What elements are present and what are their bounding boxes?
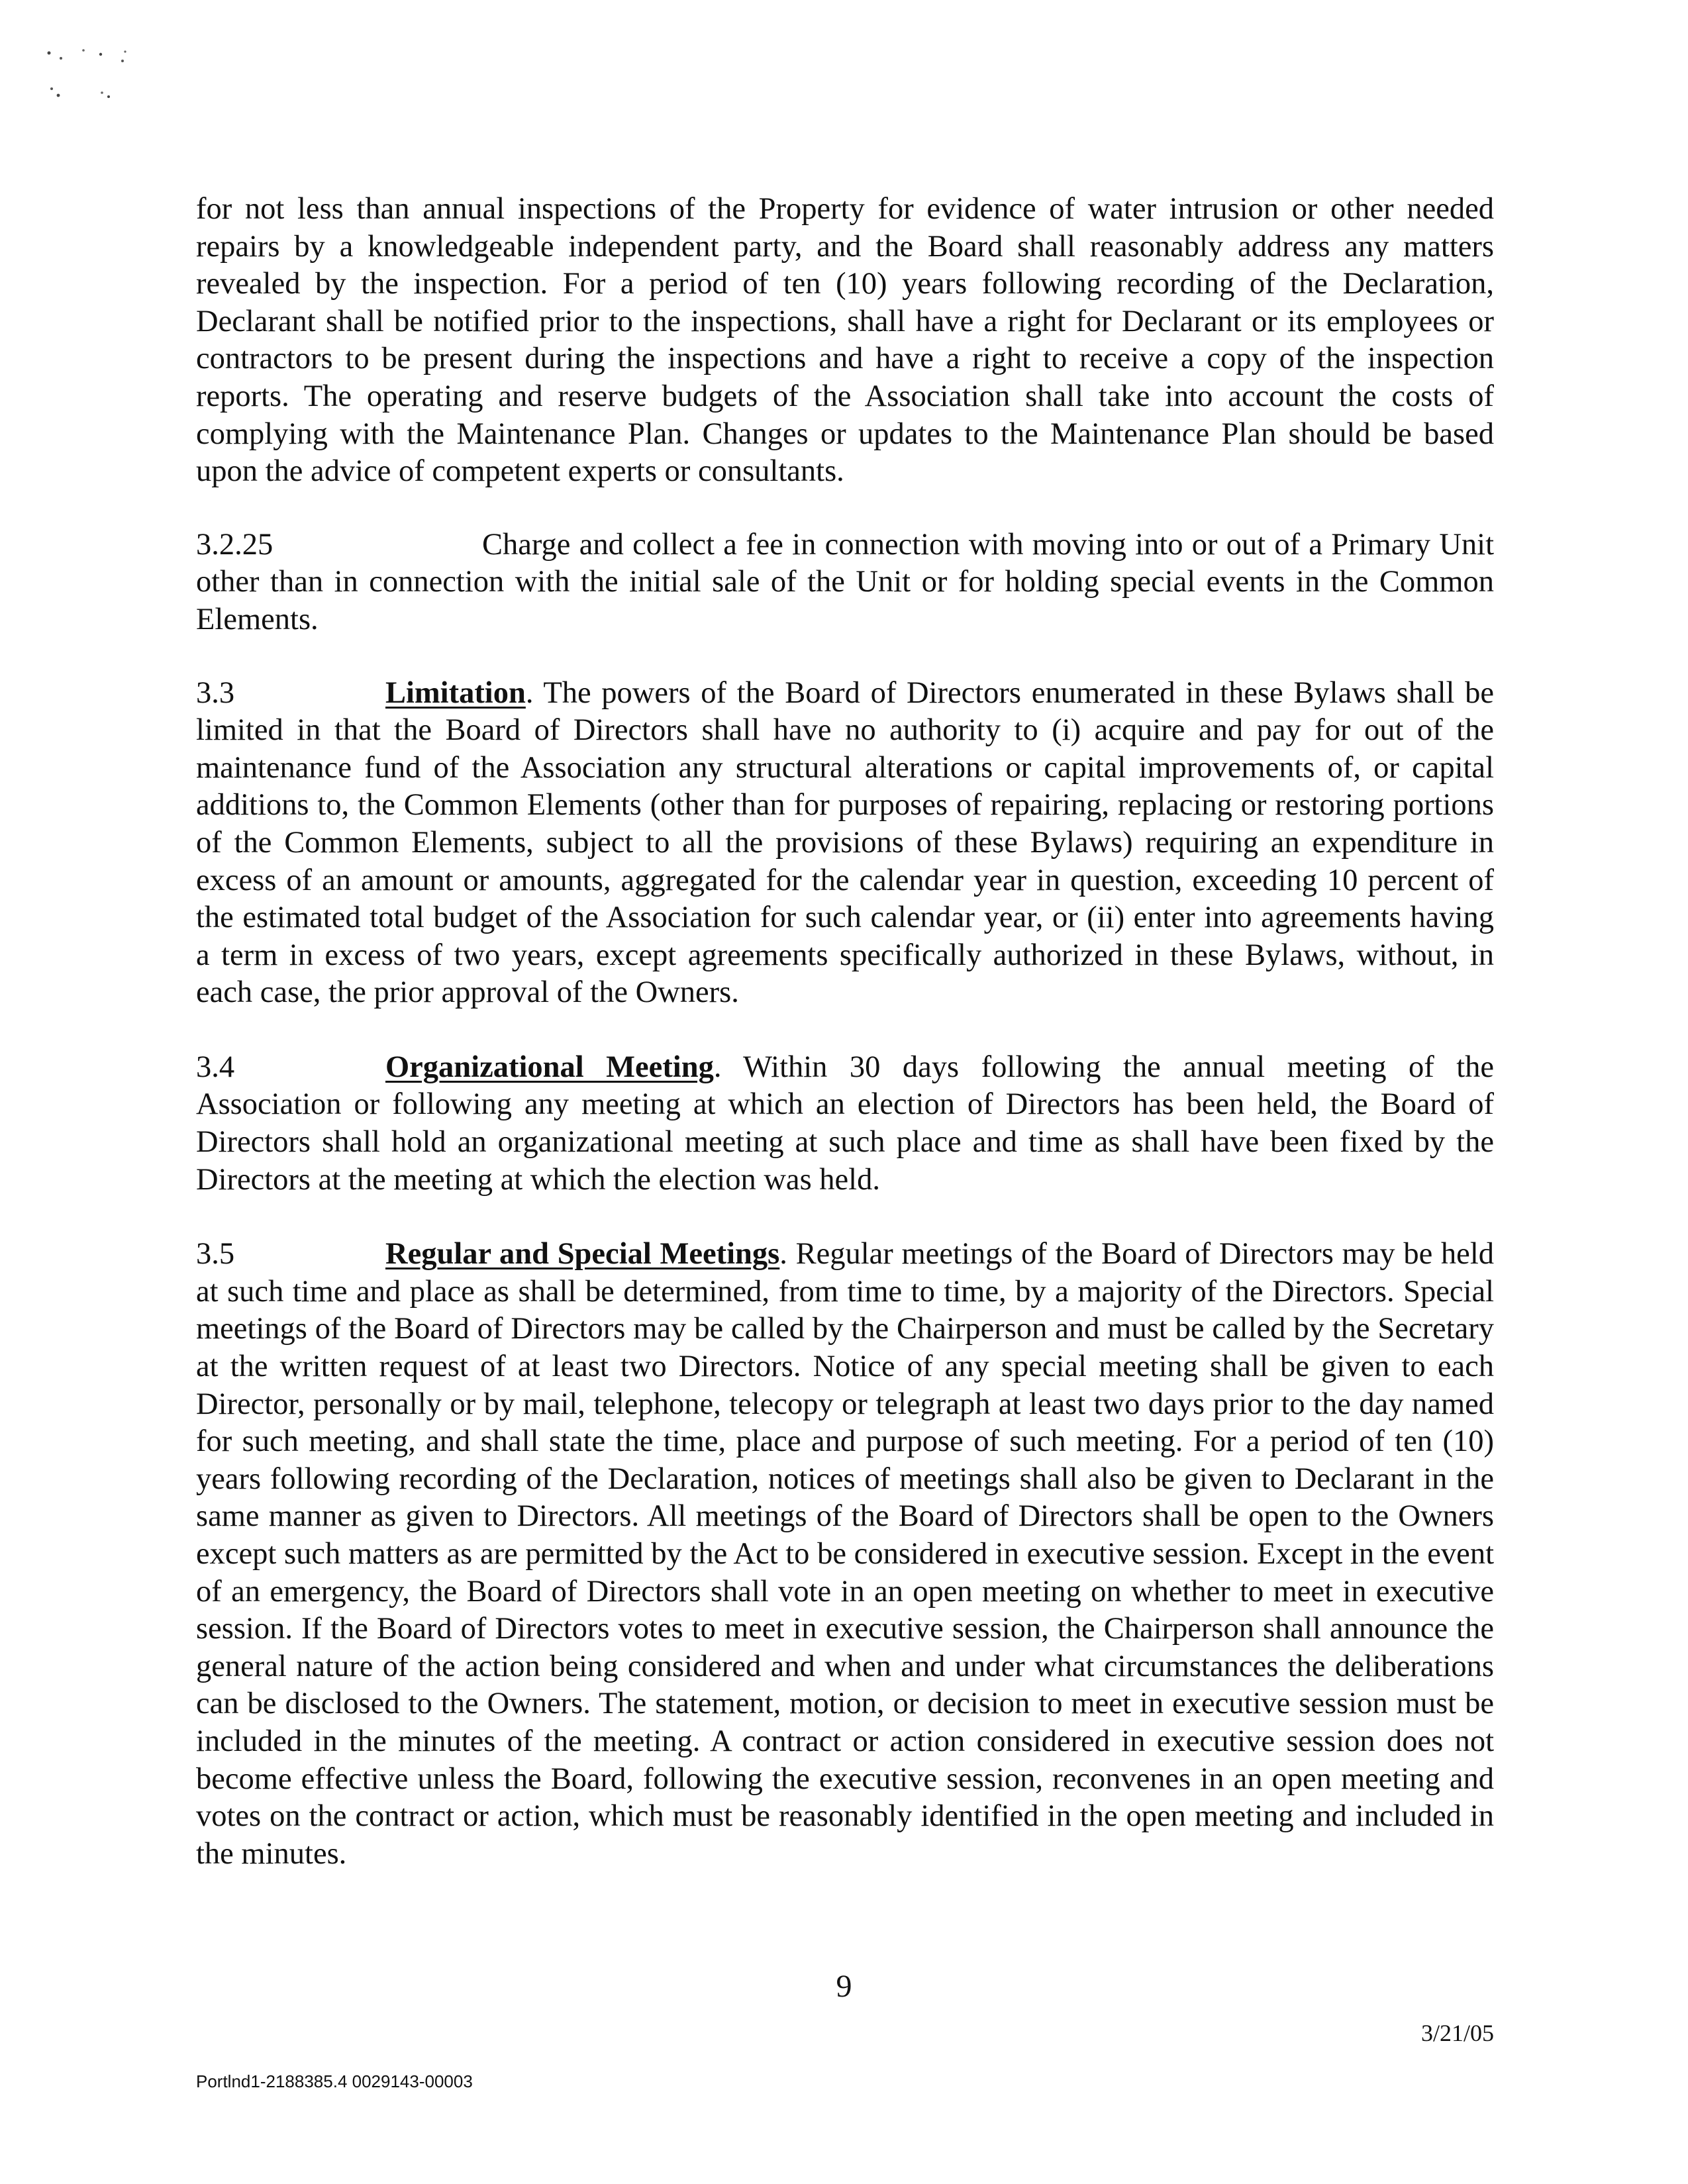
scan-speck — [60, 57, 62, 60]
paragraph-text: for not less than annual inspections of the Property for evidence of water intrusion or other needed repairs by a knowledgeable independent party, and the Board shall reasonably address any matters revealed by the inspection. For a period of ten (10) years following recording of the Declaration, Declarant shall be notified prior to the inspections, shall have a right for Declarant or its employees or contractors to be present during the inspections and have a right to receive a copy of the inspection reports. The operating and reserve budgets of the Association shall take into account the costs of complying with the Maintenance Plan. Changes or updates to the Maintenance Plan should be based upon the advice of competent experts or consultants. — [196, 192, 1494, 489]
scan-speck — [99, 53, 102, 56]
section-number: 3.5 — [196, 1237, 235, 1271]
scan-specks — [46, 46, 199, 113]
section-heading: Organizational Meeting — [385, 1050, 714, 1084]
section-heading: Limitation — [385, 675, 526, 710]
paragraph-3-4 — [196, 1049, 1494, 1199]
paragraph-3-2-25 — [196, 526, 1494, 639]
scan-speck — [101, 91, 103, 94]
section-number: 3.3 — [196, 675, 235, 710]
scan-speck — [121, 60, 124, 62]
paragraph-continuation — [196, 191, 1494, 491]
paragraph-text: . Regular meetings of the Board of Directors may be held at such time and place as shall be determined, from time to time, by a majority of the Directors. Special meetings of the Board of Directors may be called by the Chairperson and must be called by the Secretary at the written request of at least two Directors. Notice of any special meeting shall be given to each Director, personally or by mail, telephone, telecopy or telegraph at least two days prior to the day named for such meeting, and shall state the time, place and purpose of such meeting. For a period of ten (10) years following recording of the Declaration, notices of meetings shall also be given to Declarant in the same manner as given to Directors. All meetings of the Board of Directors shall be open to the Owners except such matters as are permitted by the Act to be considered in executive session. Except in the event of an emergency, the Board of Directors shall vote in an open meeting on whether to meet in executive session. If the Board of Directors votes to meet in executive session, the Chairperson shall announce the general nature of the action being considered and when and under what circumstances the deliberations can be disclosed to the Owners. The statement, motion, or decision to meet in executive session must be included in the minutes of the meeting. A contract or action considered in executive session does not become effective unless the Board, following the executive session, reconvenes in an open meeting and votes on the contract or action, which must be reasonably identified in the open meeting and included in the minutes. — [196, 1237, 1494, 1871]
footer-date: 3/21/05 — [1420, 2020, 1494, 2046]
paragraph-text: Charge and collect a fee in connection with moving into or out of a Primary Unit other than in connection with the initial sale of the Unit or for holding special events in the Common Elements. — [196, 527, 1494, 636]
paragraph-3-5 — [196, 1236, 1494, 1873]
paragraph-text: . The powers of the Board of Directors enumerated in these Bylaws shall be limited in that the Board of Directors shall have no authority to (i) acquire and pay for out of the maintenance fund of the Association any structural alterations or capital improvements of, or capital additions to, the Common Elements (other than for purposes of repairing, replacing or restoring portions of the Common Elements, subject to all the provisions of these Bylaws) requiring an expenditure in excess of an amount or amounts, aggregated for the calendar year in question, exceeding 10 percent of the estimated total budget of the Association for such calendar year, or (ii) enter into agreements having a term in excess of two years, except agreements specifically authorized in these Bylaws, without, in each case, the prior approval of the Owners. — [196, 675, 1494, 1010]
body-text — [196, 191, 1494, 1910]
paragraph-3-3 — [196, 675, 1494, 1012]
scan-speck — [124, 50, 126, 52]
footer-document-id: Portlnd1-2188385.4 0029143-00003 — [196, 2071, 473, 2091]
scan-speck — [48, 52, 51, 55]
section-number: 3.4 — [196, 1050, 235, 1084]
scan-speck — [82, 49, 85, 52]
scan-speck — [57, 94, 60, 97]
section-number-indent — [196, 675, 385, 713]
section-number: 3.2.25 — [196, 527, 273, 562]
scan-speck — [107, 95, 110, 98]
paragraph-text: . Within 30 days following the annual meeting of the Association or following any meeting at which an election of Directors has been held, the Board of Directors shall hold an organizational meeting at such place and time as shall have been fixed by the Directors at the meeting at which the election was held. — [196, 1050, 1494, 1197]
scan-speck — [50, 87, 53, 90]
page-number: 9 — [836, 1969, 852, 2004]
section-number-indent — [196, 1049, 385, 1087]
section-heading: Regular and Special Meetings — [385, 1237, 780, 1271]
section-number-indent — [196, 1236, 385, 1273]
section-number-indent — [196, 526, 482, 564]
